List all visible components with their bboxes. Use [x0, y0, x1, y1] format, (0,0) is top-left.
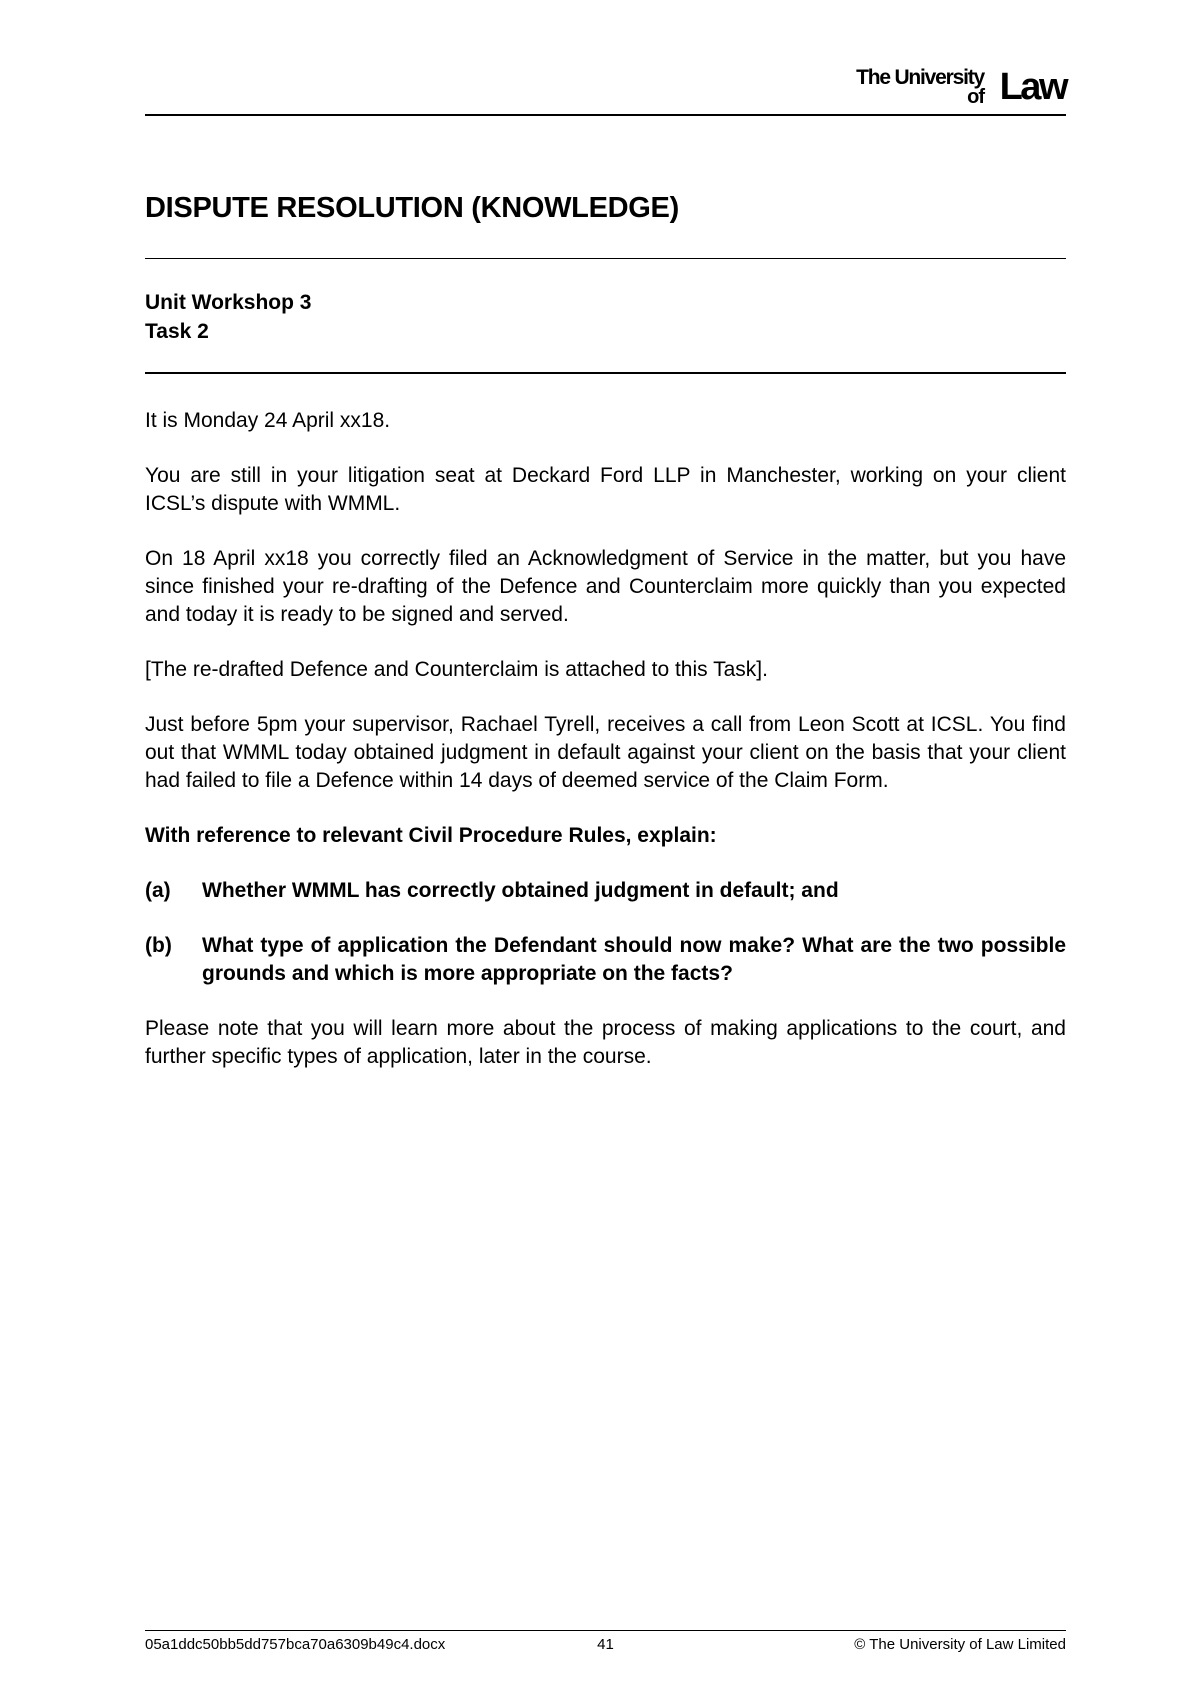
unit-rule [145, 372, 1066, 374]
question-text: Whether WMML has correctly obtained judgment in default; and [202, 879, 839, 902]
default-judgment-paragraph: Just before 5pm your supervisor, Rachael Tyrell, receives a call from Leon Scott at ICSL. You find out that WMML today obtained judgment in default against your client on the basis that your client had failed to file a Defence within 14 days of deemed service of the Claim Form. [145, 713, 1066, 792]
logo-word: Law [999, 66, 1066, 108]
instruction: With reference to relevant Civil Procedure Rules, explain: [145, 824, 717, 847]
acknowledgment-paragraph: On 18 April xx18 you correctly filed an Acknowledgment of Service in the matter, but you have since finished your re-drafting of the Defence and Counterclaim more quickly than you expected and today it is ready to be signed and served. [145, 547, 1066, 626]
question-label: (b) [145, 934, 172, 957]
header-rule [145, 114, 1066, 116]
title-rule [145, 258, 1066, 259]
task-number: Task 2 [145, 320, 209, 343]
context-paragraph: You are still in your litigation seat at Deckard Ford LLP in Manchester, working on your client ICSL’s dispute with WMML. [145, 464, 1066, 515]
question-a [145, 877, 1066, 905]
question-b [145, 932, 1066, 988]
question-text: What type of application the Defendant should now make? What are the two possible grounds and which is more appropriate on the facts? [202, 934, 1066, 985]
unit-heading [145, 288, 311, 346]
logo-line2: of [967, 86, 984, 108]
unit-workshop: Unit Workshop 3 [145, 291, 312, 314]
task-body [145, 407, 1066, 1098]
university-of-law-logo [856, 64, 1066, 108]
question-label: (a) [145, 879, 171, 902]
page-number: 41 [597, 1636, 614, 1653]
footer-copyright: © The University of Law Limited [854, 1636, 1066, 1653]
logo-line1: The University [856, 66, 984, 89]
date-paragraph: It is Monday 24 April xx18. [145, 409, 391, 432]
course-note: Please note that you will learn more about the process of making applications to the court, and further specific types of application, later in the course. [145, 1017, 1066, 1068]
footer-filename: 05a1ddc50bb5dd757bca70a6309b49c4.docx [145, 1636, 446, 1653]
document-title: DISPUTE RESOLUTION (KNOWLEDGE) [145, 192, 679, 224]
attachment-note: [The re-drafted Defence and Counterclaim is attached to this Task]. [145, 658, 768, 681]
footer-rule [145, 1630, 1066, 1631]
